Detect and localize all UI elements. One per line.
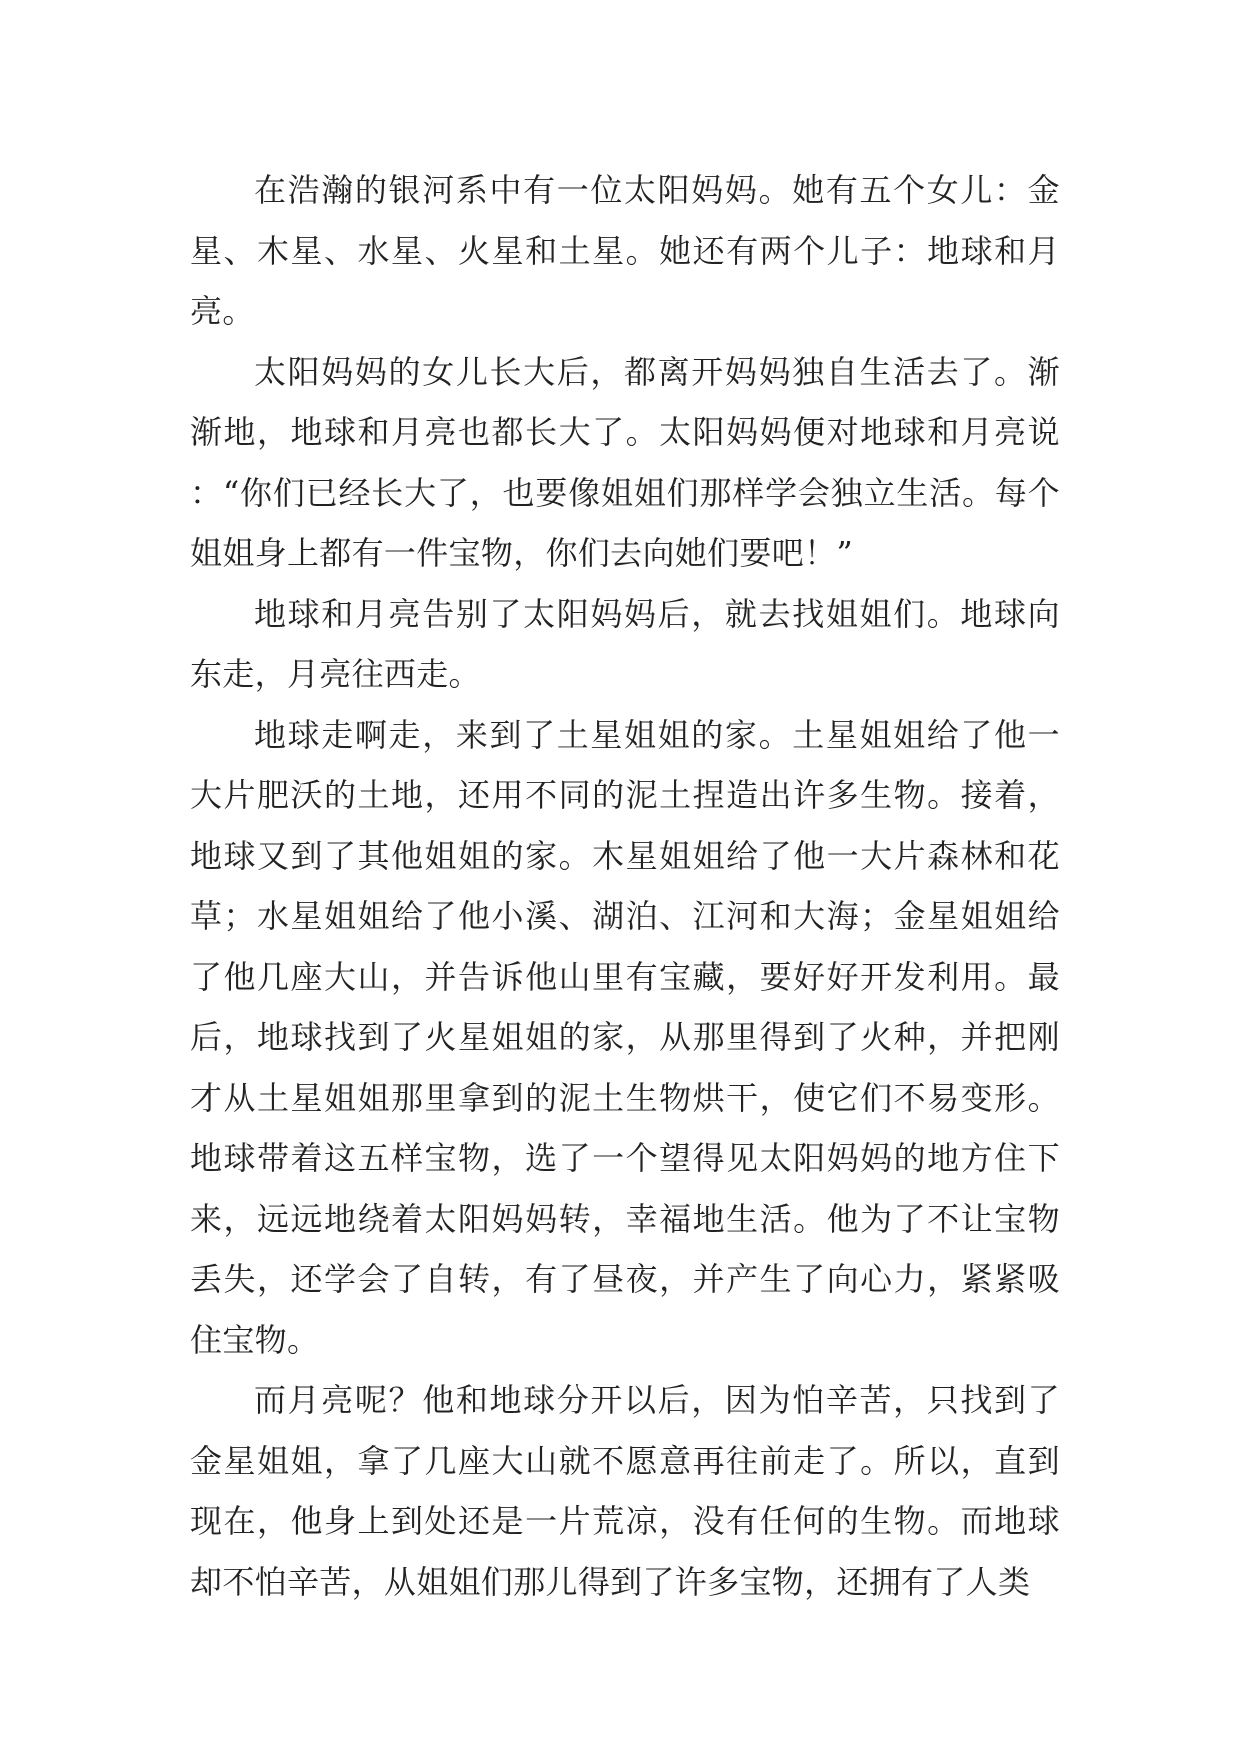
story-text (190, 160, 1060, 1612)
paragraph-5: 而月亮呢？他和地球分开以后，因为怕辛苦，只找到了金星姐姐，拿了几座大山就不愿意再往前走了。所以，直到现在，他身上到处还是一片荒凉，没有任何的生物。而地球却不怕辛苦，从姐姐们那儿得到了许多宝物，还拥有了人类 (190, 1381, 1060, 1601)
paragraph-1: 在浩瀚的银河系中有一位太阳妈妈。她有五个女儿：金星、木星、水星、火星和土星。她还有两个儿子：地球和月亮。 (190, 171, 1060, 330)
paragraph-3: 地球和月亮告别了太阳妈妈后，就去找姐姐们。地球向东走，月亮往西走。 (190, 594, 1060, 693)
paragraph-4: 地球走啊走，来到了土星姐姐的家。土星姐姐给了他一大片肥沃的土地，还用不同的泥土捏造出许多生物。接着，地球又到了其他姐姐的家。木星姐姐给了他一大片森林和花草；水星姐姐给了他小溪、湖泊、江河和大海；金星姐姐给了他几座大山，并告诉他山里有宝藏，要好好开发利用。最后，地球找到了火星姐姐的家，从那里得到了火种，并把刚才从土星姐姐那里拿到的泥土生物烘干，使它们不易变形。地球带着这五样宝物，选了一个望得见太阳妈妈的地方住下来，远远地绕着太阳妈妈转，幸福地生活。他为了不让宝物丢失，还学会了自转，有了昼夜，并产生了向心力，紧紧吸住宝物。 (190, 715, 1060, 1359)
paragraph-2: 太阳妈妈的女儿长大后，都离开妈妈独自生活去了。渐渐地，地球和月亮也都长大了。太阳妈妈便对地球和月亮说：“你们已经长大了，也要像姐姐们那样学会独立生活。每个姐姐身上都有一件宝物，你们去向她们要吧！” (190, 352, 1060, 572)
